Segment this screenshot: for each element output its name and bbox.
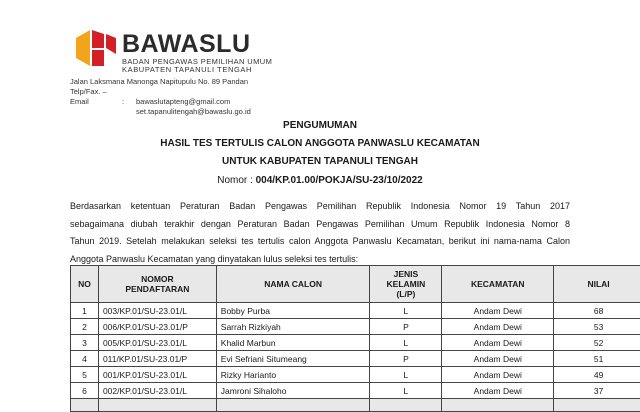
results-table <box>70 265 640 412</box>
cell-kecamatan: Andam Dewi <box>442 303 554 319</box>
header-kecamatan: KECAMATAN <box>442 266 554 303</box>
cell-no: 3 <box>71 335 99 351</box>
header-nomor-line2: PENDAFTARAN <box>125 284 189 294</box>
header-jk-line1: JENIS <box>394 269 419 279</box>
table-row <box>71 303 640 319</box>
cell-nomor: 006/KP.01/SU-23.01/P <box>98 319 216 335</box>
cell-nilai: 37 <box>554 383 640 399</box>
doc-title: HASIL TES TERTULIS CALON ANGGOTA PANWASLU KECAMATAN <box>0 138 640 149</box>
cell-nilai: 51 <box>554 351 640 367</box>
cell-nomor: 011/KP.01/SU-23.01/P <box>98 351 216 367</box>
doc-number-label: Nomor : <box>217 175 255 186</box>
cell-nomor: 005/KP.01/SU-23.01/L <box>98 335 216 351</box>
brand-subtitle-1: BADAN PENGAWAS PEMILIHAN UMUM <box>122 57 272 66</box>
cell-kecamatan: Andam Dewi <box>442 335 554 351</box>
address-line: Jalan Laksmana Manonga Napitupulu No. 89 Pandan <box>70 77 248 86</box>
cell-nomor: 001/KP.01/SU-23.01/L <box>98 367 216 383</box>
email-label: Email <box>70 97 122 106</box>
cell-no: 2 <box>71 319 99 335</box>
cell-nilai: 53 <box>554 319 640 335</box>
email-address-2[interactable]: set.tapanulitengah@bawaslu.go.id <box>136 107 251 116</box>
paragraph-line-1: Berdasarkan ketentuan Peraturan Badan Pengawas Pemilihan Republik Indonesia Nomor 19 Tahun 2017 <box>70 198 570 216</box>
cell-jk: L <box>370 303 442 319</box>
paragraph-line-3: Tahun 2019. Setelah melakukan seleksi tes tertulis calon Anggota Panwaslu Kecamatan, berikut ini nama-nama Calon <box>70 233 570 251</box>
email-line <box>70 97 230 106</box>
header-jk-line2: KELAMIN <box>387 279 426 289</box>
header-nilai: NILAI <box>554 266 640 303</box>
table-row <box>71 351 640 367</box>
cell-kecamatan: Andam Dewi <box>442 319 554 335</box>
cell-jk: P <box>370 319 442 335</box>
cell-jk: L <box>370 383 442 399</box>
doc-number-value: 004/KP.01.00/POKJA/SU-23/10/2022 <box>256 175 423 186</box>
cell-jk: P <box>370 351 442 367</box>
cell-no: 5 <box>71 367 99 383</box>
doc-subtitle: UNTUK KABUPATEN TAPANULI TENGAH <box>0 156 640 167</box>
cell-jk: L <box>370 335 442 351</box>
cell-nama: Evi Sefriani Situmeang <box>216 351 370 367</box>
paragraph-line-2: sebagaimana diubah terakhir dengan Peraturan Badan Pengawas Pemilihan Umum Republik Indonesia Nomor 8 <box>70 216 570 234</box>
bawaslu-logo-icon <box>70 24 118 72</box>
cell-kecamatan: Andam Dewi <box>442 351 554 367</box>
paragraph-line-4: Anggota Panwaslu Kecamatan yang dinyatakan lulus seleksi tes tertulis: <box>70 251 570 269</box>
table-header-row <box>71 266 640 303</box>
cell-nama: Khalid Marbun <box>216 335 370 351</box>
cell-nilai: 49 <box>554 367 640 383</box>
email-colon: : <box>122 97 136 106</box>
table-row <box>71 383 640 399</box>
cell-nomor: 003/KP.01/SU-23.01/L <box>98 303 216 319</box>
cell-nilai: 52 <box>554 335 640 351</box>
cell-kecamatan: Andam Dewi <box>442 367 554 383</box>
header-jk-line3: (L/P) <box>396 289 415 299</box>
cell-jk: L <box>370 367 442 383</box>
cell-nama: Rizky Harianto <box>216 367 370 383</box>
intro-paragraph <box>70 198 570 268</box>
cell-kecamatan: Andam Dewi <box>442 383 554 399</box>
cell-no: 6 <box>71 383 99 399</box>
email-address-1[interactable]: bawaslutapteng@gmail.com <box>136 97 230 106</box>
telp-line: Telp/Fax. – <box>70 87 107 96</box>
header-nama-calon: NAMA CALON <box>216 266 370 303</box>
table-row <box>71 319 640 335</box>
header-no: NO <box>71 266 99 303</box>
doc-number <box>0 175 640 186</box>
cell-nama: Sarrah Rizkiyah <box>216 319 370 335</box>
cell-no: 1 <box>71 303 99 319</box>
cell-nilai: 68 <box>554 303 640 319</box>
cell-no: 4 <box>71 351 99 367</box>
table-row <box>71 335 640 351</box>
doc-heading: PENGUMUMAN <box>0 120 640 131</box>
cell-nomor: 002/KP.01/SU-23.01/L <box>98 383 216 399</box>
header-jenis-kelamin <box>370 266 442 303</box>
cell-nama: Bobby Purba <box>216 303 370 319</box>
header-nomor-pendaftaran <box>98 266 216 303</box>
table-row <box>71 367 640 383</box>
header-nomor-line1: NOMOR <box>141 274 174 284</box>
cell-nama: Jamroni Sihaloho <box>216 383 370 399</box>
brand-name: BAWASLU <box>122 30 251 59</box>
brand-subtitle-2: KABUPATEN TAPANULI TENGAH <box>122 65 252 74</box>
